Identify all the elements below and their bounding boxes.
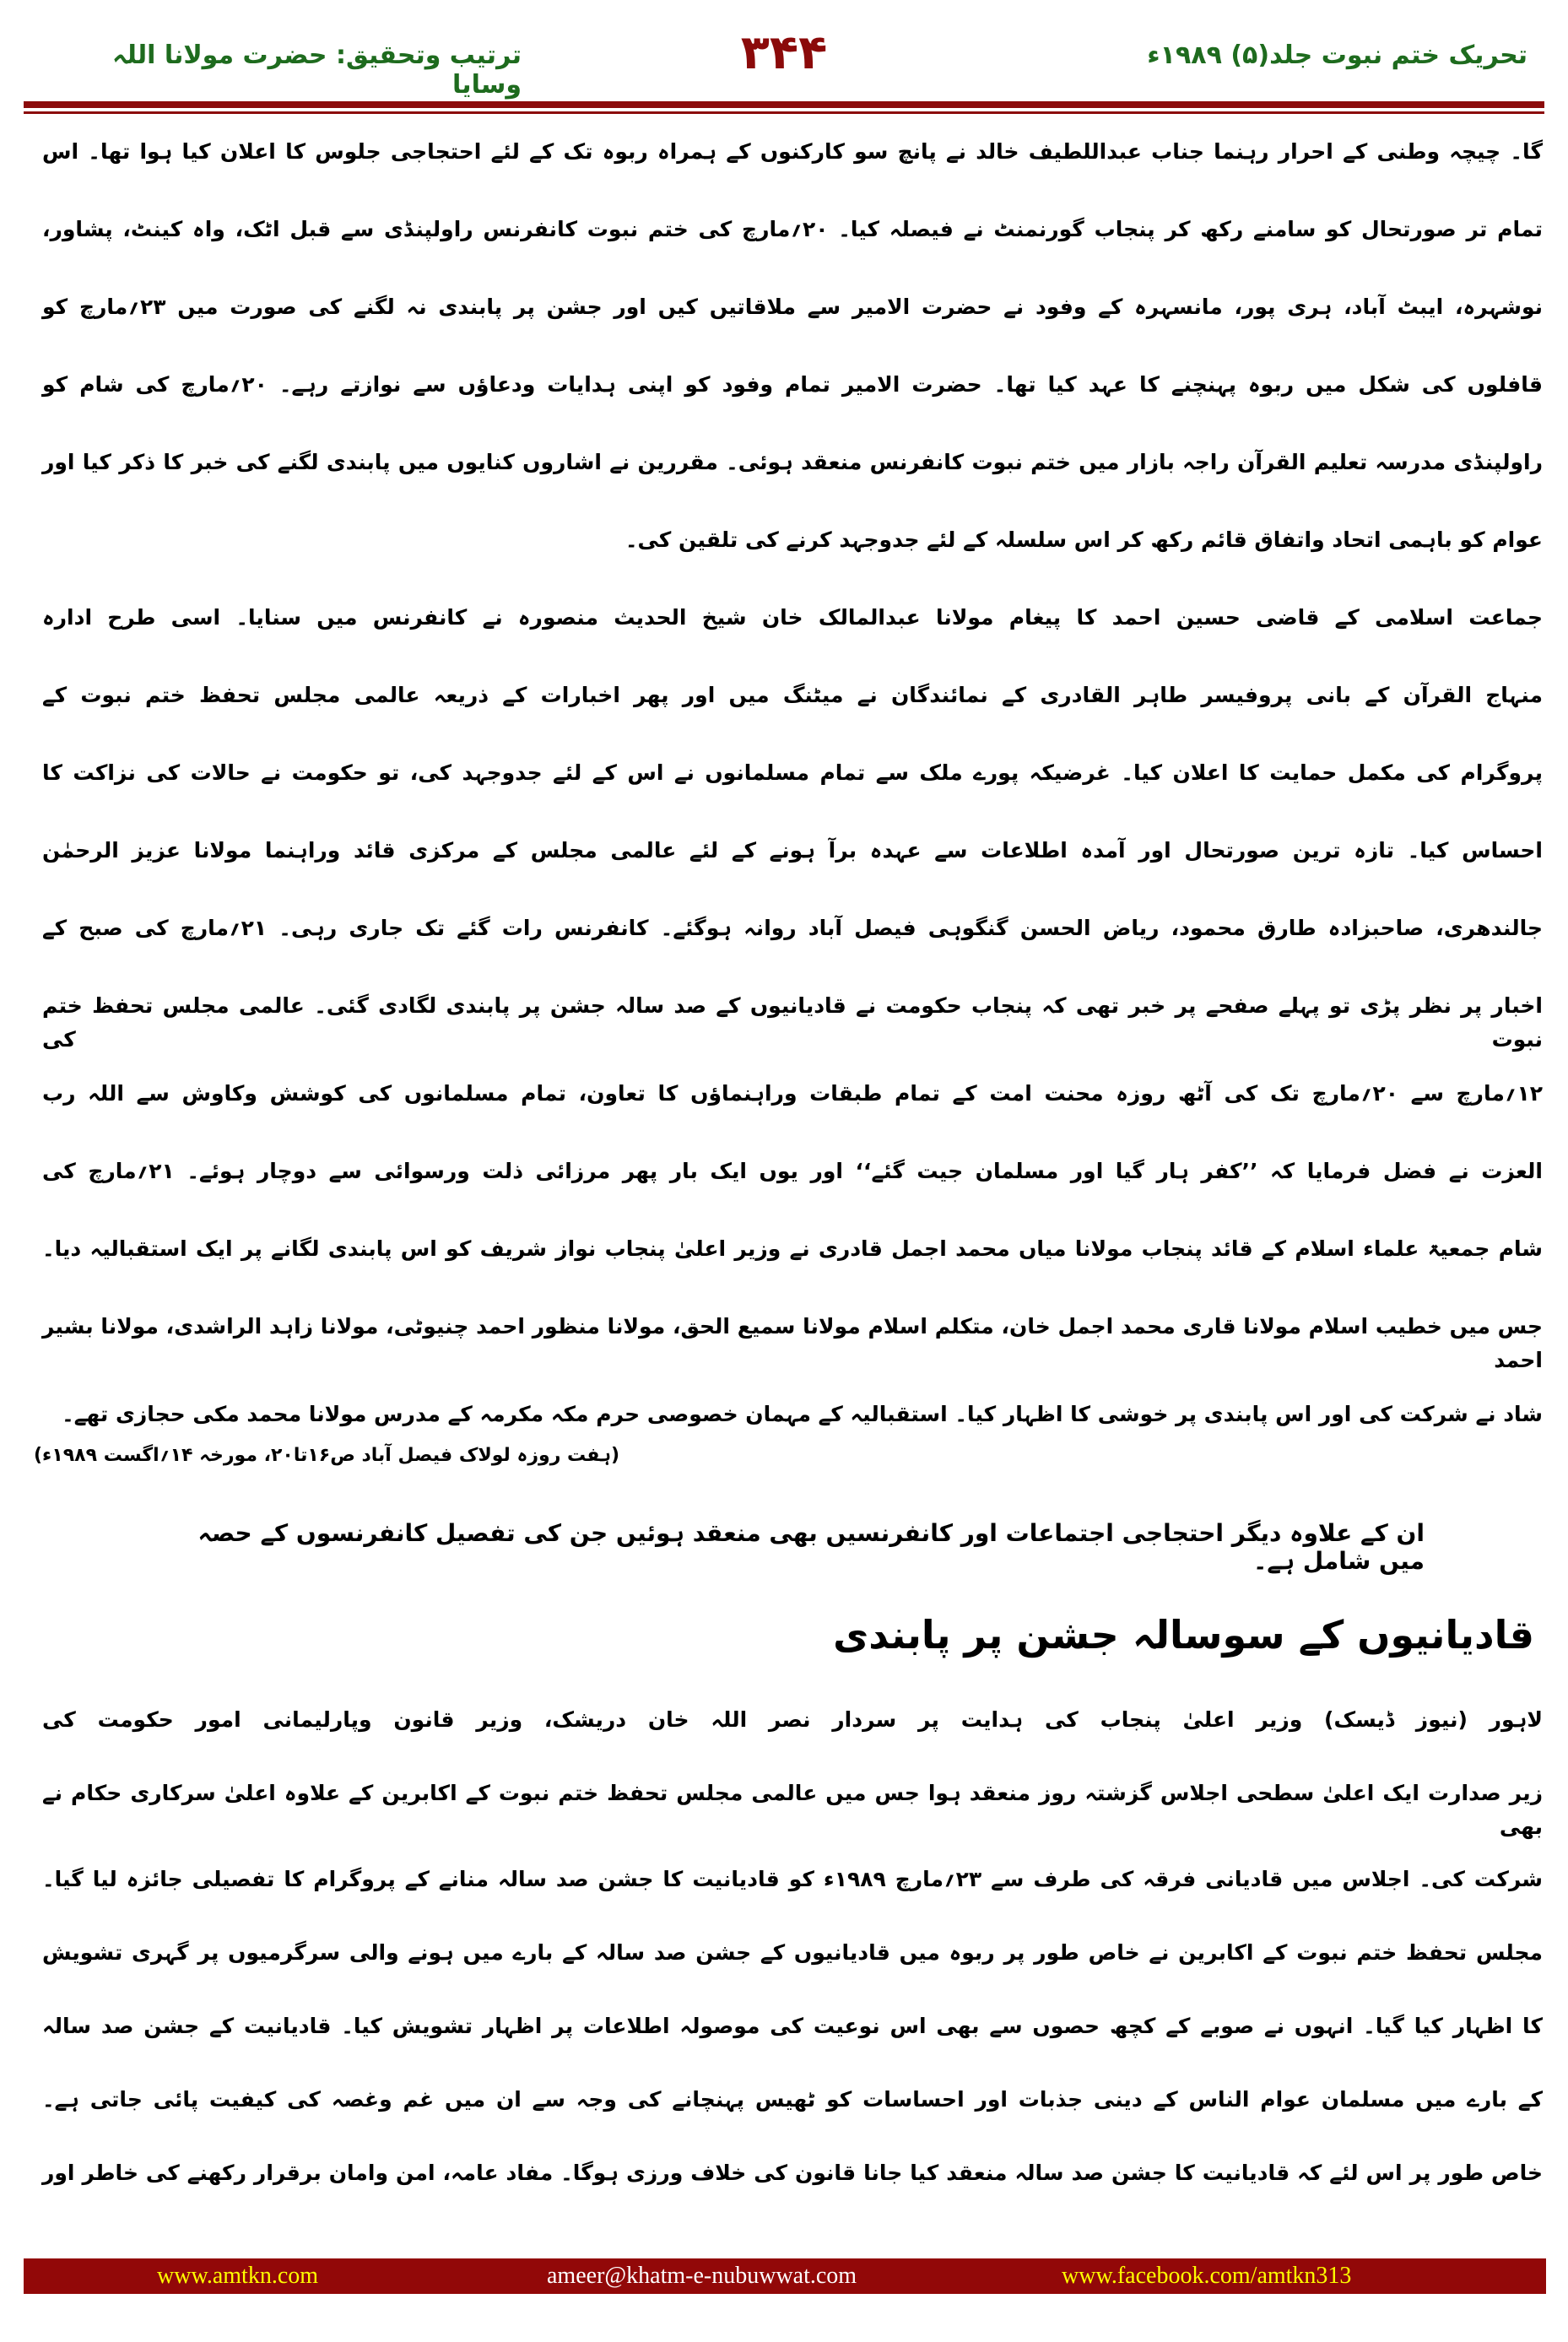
text-line: منہاج القرآن کے بانی پروفیسر طاہر القادری کے نمائندگان نے میٹنگ میں اور پھر اخبارات کے ذریعہ عالمی مجلس تحفظ ختم نبوت کے — [42, 683, 1543, 707]
body-block-2 — [42, 1685, 1543, 2211]
text-line: شام جمعیۃ علماء اسلام کے قائد پنجاب مولانا میاں محمد اجمل قادری نے وزیر اعلیٰ پنجاب نواز شریف کو اس پابندی لگانے پر ایک استقبالیہ دیا۔ — [42, 1236, 1543, 1261]
text-line: ۱۲؍مارچ سے ۲۰؍مارچ تک کی آٹھ روزہ محنت امت کے تمام طبقات وراہنماؤں کا تعاون، تمام مسلمانوں کی کوشش وکاوش سے اللہ رب — [42, 1081, 1543, 1106]
website-link[interactable]: www.amtkn.com — [157, 2263, 319, 2289]
page-number: ۳۴۴ — [740, 25, 828, 80]
text-line: شرکت کی۔ اجلاس میں قادیانی فرقہ کی طرف سے ۲۳؍مارچ ۱۹۸۹ء کو قادیانیت کا جشن صد سالہ منانے کے پروگرام کا تفصیلی جائزہ لیا گیا۔ — [42, 1867, 1543, 1891]
text-line: لاہور (نیوز ڈیسک) وزیر اعلیٰ پنجاب کی ہدایت پر سردار نصر اللہ خان دریشک، وزیر قانون وپارلیمانی امور حکومت کی — [42, 1707, 1543, 1732]
citation: (ہفت روزہ لولاک فیصل آباد ص۱۶تا۲۰، مورخہ ۱۴؍اگست ۱۹۸۹ء) — [34, 1445, 620, 1466]
text-line: راولپنڈی مدرسہ تعلیم القرآن راجہ بازار میں ختم نبوت کانفرنس منعقد ہوئی۔ مقررین نے اشاروں کنایوں میں پابندی لگنے کی خبر کا ذکر کیا اور — [42, 450, 1543, 474]
text-line: احساس کیا۔ تازہ ترین صورتحال اور آمدہ اطلاعات سے عہدہ برآ ہونے کے لئے عالمی مجلس کے مرکزی قائد وراہنما مولانا عزیز الرحمٰن — [42, 838, 1543, 863]
text-line: جالندھری، صاحبزادہ طارق محمود، ریاض الحسن گنگوہی فیصل آباد روانہ ہوگئے۔ کانفرنس رات گئے تک جاری رہی۔ ۲۱؍مارچ کی صبح کے — [42, 916, 1544, 940]
text-line: العزت نے فضل فرمایا کہ ’’کفر ہار گیا اور مسلمان جیت گئے‘‘ اور یوں ایک بار پھر مرزائی ذلت ورسوائی سے دوچار ہوئے۔ ۲۱؍مارچ کی — [42, 1159, 1543, 1183]
text-line: جس میں خطیب اسلام مولانا قاری محمد اجمل خان، متکلم اسلام مولانا سمیع الحق، مولانا منظور احمد چنیوٹی، مولانا زاہد الراشدی، مولانا بشیر احمد — [42, 1314, 1543, 1372]
footer-bar — [24, 2258, 1546, 2294]
email-link[interactable]: ameer@khatm-e-nubuwwat.com — [547, 2263, 857, 2289]
text-line: کا اظہار کیا گیا۔ انہوں نے صوبے کے کچھ حصوں سے بھی اس نوعیت کی موصولہ اطلاعات پر اظہار تشویش کیا۔ قادیانیت کے جشن صد سالہ — [42, 2014, 1543, 2038]
text-line: اخبار پر نظر پڑی تو پہلے صفحے پر خبر تھی کہ پنجاب حکومت نے قادیانیوں کے صد سالہ جشن پر پابندی لگادی گئی۔ عالمی مجلس تحفظ ختم نبوت کی — [42, 993, 1543, 1052]
text-line: پروگرام کی مکمل حمایت کا اعلان کیا۔ غرضیکہ پورے ملک سے تمام مسلمانوں نے اس کے لئے جدوجہد کی، تو حکومت نے حالات کی نزاکت کا — [42, 760, 1543, 785]
note: ان کے علاوہ دیگر احتجاجی اجتماعات اور کانفرنسیں بھی منعقد ہوئیں جن کی تفصیل کانفرنسوں کے حصہ میں شامل ہے۔ — [197, 1519, 1425, 1575]
text-line: شاد نے شرکت کی اور اس پابندی پر خوشی کا اظہار کیا۔ استقبالیہ کے مہمان خصوصی حرم مکہ مکرمہ کے مدرس مولانا محمد مکی حجازی تھے۔ — [62, 1402, 1543, 1426]
text-line: نوشہرہ، ایبٹ آباد، ہری پور، مانسہرہ کے وفود نے حضرت الامیر سے ملاقاتیں کیں اور جشن پر پابندی نہ لگنے کی صورت میں ۲۳؍مارچ کو — [42, 295, 1544, 319]
text-line: گا۔ چیچہ وطنی کے احرار رہنما جناب عبداللطیف خالد نے پانچ سو کارکنوں کے ہمراہ ربوہ تک کے لئے احتجاجی جلوس کا اعلان کیا ہوا تھا۔ اس — [42, 139, 1543, 164]
facebook-link[interactable]: www.facebook.com/amtkn313 — [1062, 2263, 1352, 2289]
text-line: قافلوں کی شکل میں ربوہ پہنچنے کا عہد کیا تھا۔ حضرت الامیر تمام وفود کو اپنی ہدایات ودعاؤں سے نوازتے رہے۔ ۲۰؍مارچ کی شام کو — [42, 372, 1544, 397]
body-block-1 — [42, 115, 1543, 1455]
text-line: تمام تر صورتحال کو سامنے رکھ کر پنجاب گورنمنٹ نے فیصلہ کیا۔ ۲۰؍مارچ کی ختم نبوت کانفرنس راولپنڈی سے قبل اٹک، واہ کینٹ، پشاور، — [42, 217, 1544, 241]
text-line: زیر صدارت ایک اعلیٰ سطحی اجلاس گزشتہ روز منعقد ہوا جس میں عالمی مجلس تحفظ ختم نبوت کے اکابرین کے علاوہ اعلیٰ سرکاری حکام نے بھی — [42, 1781, 1543, 1839]
text-line: عوام کو باہمی اتحاد واتفاق قائم رکھ کر اس سلسلہ کے لئے جدوجہد کرنے کی تلقین کی۔ — [624, 527, 1543, 552]
compiler-credit: ترتیب وتحقیق: حضرت مولانا اللہ وسایا — [112, 41, 522, 100]
text-line: کے بارے میں مسلمان عوام الناس کے دینی جذبات اور احساسات کو ٹھیس پہنچانے کی وجہ سے ان میں غم وغصہ کی کیفیت پائی جاتی ہے۔ — [42, 2087, 1543, 2112]
book-title: تحریک ختم نبوت جلد(۵) ۱۹۸۹ء — [1147, 41, 1527, 70]
text-line: جماعت اسلامی کے قاضی حسین احمد کا پیغام مولانا عبدالمالک خان شیخ الحدیث منصورہ نے کانفرنس میں سنایا۔ اسی طرح ادارہ — [42, 605, 1543, 630]
header-divider — [24, 101, 1544, 108]
text-line: خاص طور پر اس لئے کہ قادیانیت کا جشن صد سالہ منعقد کیا جانا قانون کی خلاف ورزی ہوگا۔ مفاد عامہ، امن وامان برقرار رکھنے کی خاطر اور — [42, 2161, 1543, 2185]
section-heading: قادیانیوں کے سوسالہ جشن پر پابندی — [833, 1612, 1534, 1658]
header-divider-thin — [24, 111, 1544, 114]
text-line: مجلس تحفظ ختم نبوت کے اکابرین نے خاص طور پر ربوہ میں قادیانیوں کے جشن صد سالہ کے بارے میں ہونے والی سرگرمیوں پر گہری تشویش — [42, 1940, 1543, 1965]
